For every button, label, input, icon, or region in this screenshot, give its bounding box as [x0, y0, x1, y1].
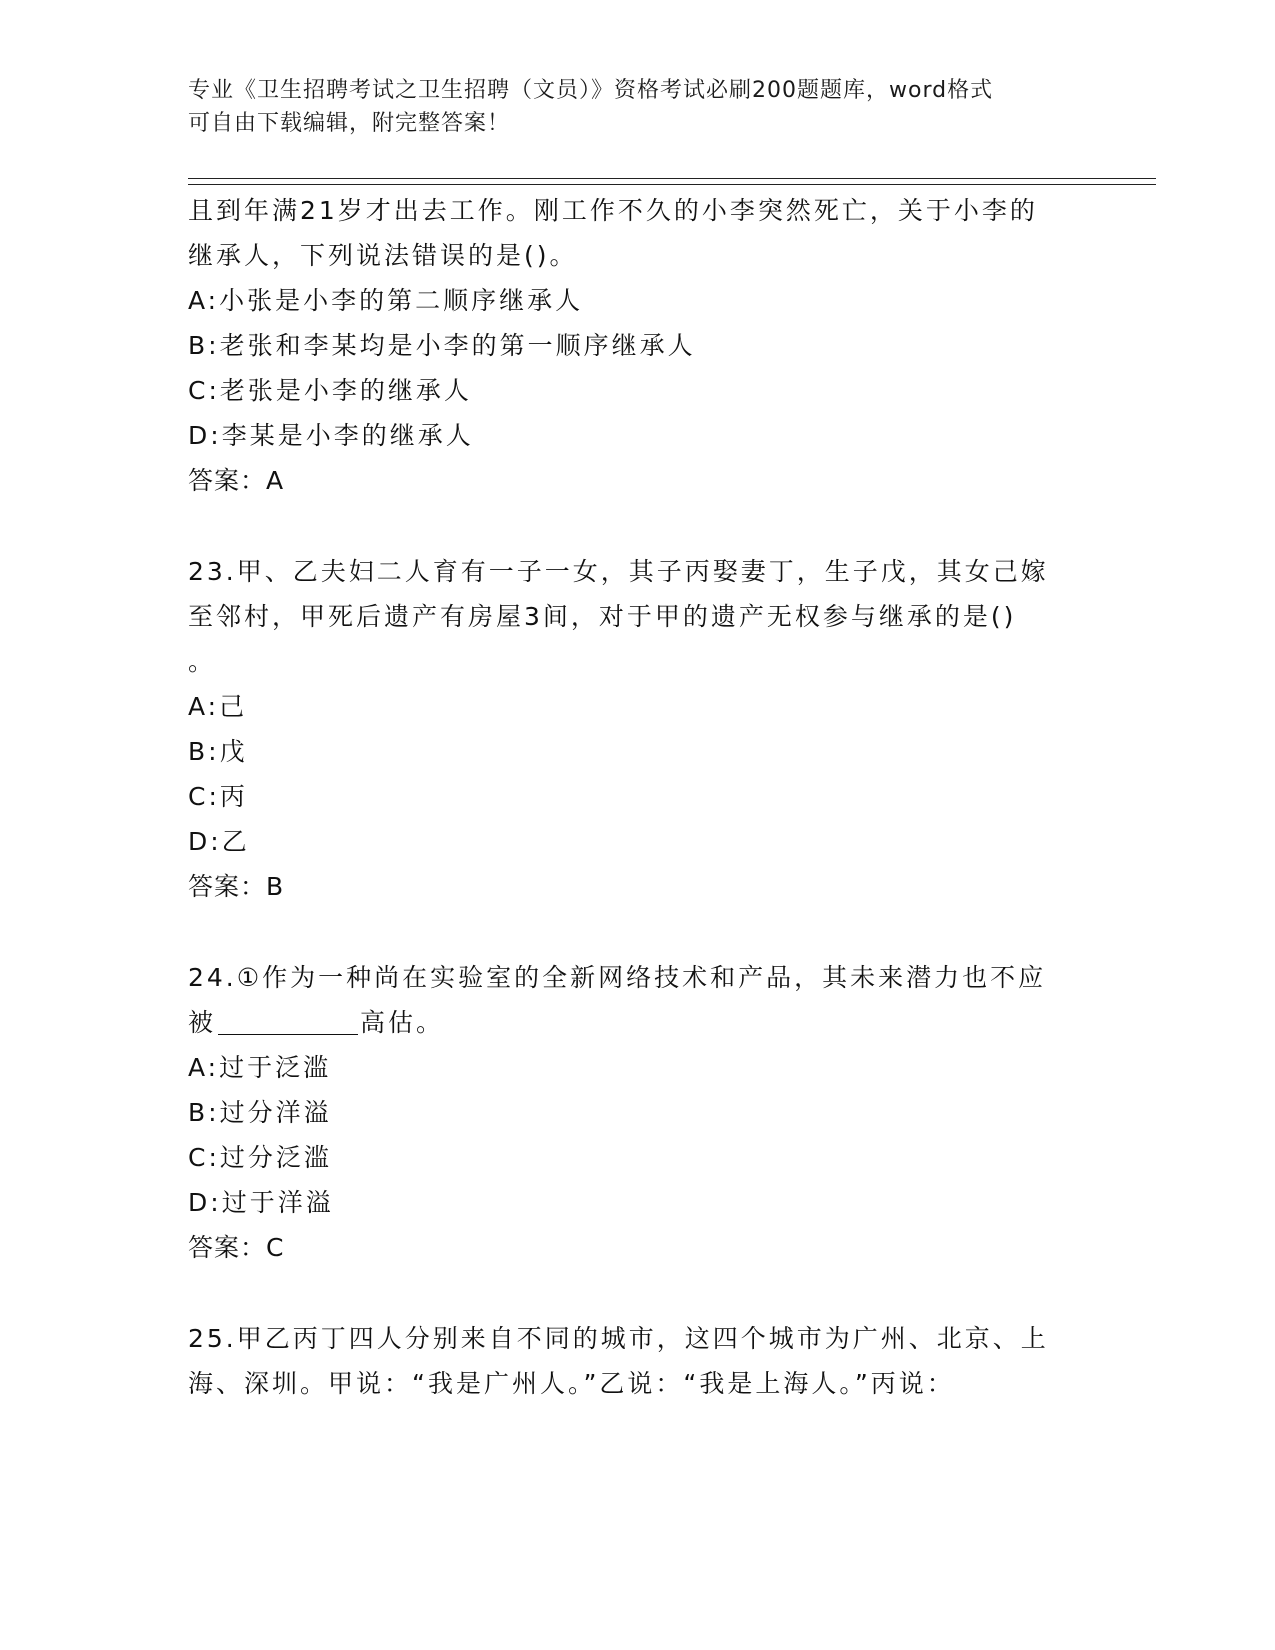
option-text: 老张和李某均是小李的第一顺序继承人 [219, 331, 696, 360]
option-text: 老张是小李的继承人 [219, 376, 472, 405]
option-a [188, 1045, 1088, 1090]
question-text-pre: 被 [188, 1008, 217, 1037]
option-letter: D: [188, 1188, 222, 1217]
option-text: 过于洋溢 [221, 1188, 334, 1217]
option-b [188, 323, 1088, 368]
header-line-2: 可自由下载编辑，附完整答案！ [188, 111, 511, 136]
question-text-line: 海、深圳。甲说：“我是广州人。”乙说：“我是上海人。”丙说： [188, 1369, 955, 1398]
question-text-line: 。 [188, 647, 217, 676]
option-text: 小张是小李的第二顺序继承人 [219, 286, 584, 315]
option-c [188, 1135, 1088, 1180]
question-25 [188, 1316, 1088, 1406]
document-body [188, 188, 1088, 1406]
question-text-line: 继承人，下列说法错误的是()。 [188, 241, 578, 270]
option-c [188, 774, 1088, 819]
option-b [188, 1090, 1088, 1135]
question-23 [188, 549, 1088, 909]
header-rule-top [188, 178, 1156, 179]
option-text: 丙 [219, 782, 248, 811]
option-text: 过于泛滥 [219, 1053, 332, 1082]
option-letter: D: [188, 827, 222, 856]
option-text: 乙 [221, 827, 250, 856]
option-text: 己 [219, 692, 248, 721]
question-text-line: 且到年满21岁才出去工作。刚工作不久的小李突然死亡，关于小李的 [188, 196, 1038, 225]
option-letter: C: [188, 376, 220, 405]
header-rule-bottom [188, 184, 1156, 185]
option-letter: A: [188, 1053, 220, 1082]
option-d [188, 819, 1088, 864]
option-letter: B: [188, 331, 220, 360]
question-text-line [188, 1000, 1088, 1045]
question-text-line: 至邻村，甲死后遗产有房屋3间，对于甲的遗产无权参与继承的是() [188, 602, 1017, 631]
option-letter: C: [188, 782, 220, 811]
option-a [188, 684, 1088, 729]
option-letter: A: [188, 286, 220, 315]
option-d [188, 1180, 1088, 1225]
question-24 [188, 955, 1088, 1270]
option-text: 过分泛滥 [219, 1143, 332, 1172]
option-letter: B: [188, 737, 220, 766]
fill-in-blank [218, 1006, 358, 1035]
document-header [188, 74, 1088, 140]
option-a [188, 278, 1088, 323]
option-text: 戊 [219, 737, 248, 766]
option-letter: C: [188, 1143, 220, 1172]
option-letter: B: [188, 1098, 220, 1127]
question-text-line: 23.甲、乙夫妇二人育有一子一女，其子丙娶妻丁，生子戊，其女己嫁 [188, 557, 1049, 586]
answer-line: 答案：C [188, 1233, 285, 1262]
option-text: 李某是小李的继承人 [221, 421, 474, 450]
question-text-line: 25.甲乙丙丁四人分别来自不同的城市，这四个城市为广州、北京、上 [188, 1324, 1049, 1353]
question-text-post: 高估。 [360, 1008, 445, 1037]
answer-line: 答案：B [188, 872, 285, 901]
header-line-1: 专业《卫生招聘考试之卫生招聘（文员）》资格考试必刷200题题库，word格式 [188, 78, 994, 103]
option-letter: D: [188, 421, 222, 450]
option-c [188, 368, 1088, 413]
question-text-line: 24.①作为一种尚在实验室的全新网络技术和产品，其未来潜力也不应 [188, 963, 1047, 992]
question-22 [188, 188, 1088, 503]
option-text: 过分洋溢 [219, 1098, 332, 1127]
option-b [188, 729, 1088, 774]
answer-line: 答案：A [188, 466, 285, 495]
option-letter: A: [188, 692, 220, 721]
option-d [188, 413, 1088, 458]
